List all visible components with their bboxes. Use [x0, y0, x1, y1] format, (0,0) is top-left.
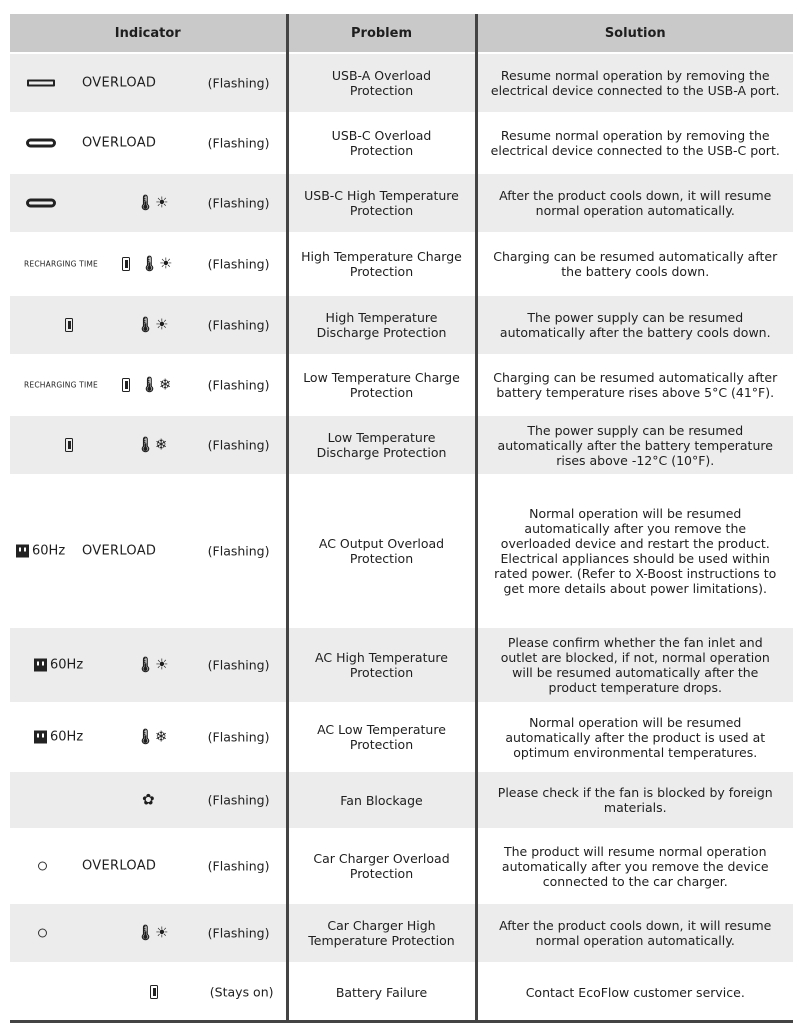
- overload-text: OVERLOAD: [82, 858, 157, 874]
- thermometer-high-temp-icon: 🌡☀: [140, 254, 173, 273]
- table-row: [10, 173, 793, 233]
- battery-icon: [150, 985, 158, 999]
- battery-icon: [65, 318, 73, 332]
- overload-text: OVERLOAD: [82, 75, 157, 91]
- flashing-text: (Flashing): [207, 543, 270, 559]
- table-row: [10, 53, 793, 113]
- flashing-text: (Flashing): [207, 195, 270, 211]
- troubleshooting-table-container: [10, 14, 793, 1023]
- usb-c-port-icon: [26, 199, 56, 208]
- table-row: [10, 295, 793, 355]
- stays-on-text: (Stays on): [209, 984, 274, 1000]
- thermometer-low-temp-icon: 🌡❄: [140, 375, 172, 394]
- ac-outlet-icon: [34, 659, 47, 672]
- solution-cell: The power supply can be resumed automatically after the battery temperature rises above -12°C (10°F).: [476, 415, 793, 475]
- thermometer-high-temp-icon: 🌡☀: [136, 193, 169, 212]
- thermometer-high-temp-icon: 🌡☀: [136, 923, 169, 942]
- indicator-cell: [10, 475, 287, 627]
- problem-cell: Low Temperature Charge Protection: [287, 355, 476, 415]
- problem-cell: Low Temperature Discharge Protection: [287, 415, 476, 475]
- flashing-text: (Flashing): [207, 75, 270, 91]
- troubleshooting-table: [10, 14, 793, 1023]
- flashing-text: (Flashing): [207, 377, 270, 393]
- fan-icon: ✿: [142, 790, 155, 809]
- header-solution: Solution: [476, 14, 793, 53]
- hz-text: 60Hz: [50, 729, 84, 745]
- indicator-cell: [10, 627, 287, 703]
- problem-cell: AC High Temperature Protection: [287, 627, 476, 703]
- thermometer-low-temp-icon: 🌡❄: [136, 435, 168, 454]
- solution-cell: Contact EcoFlow customer service.: [476, 963, 793, 1022]
- table-row: [10, 475, 793, 627]
- table-row: [10, 113, 793, 173]
- hz-text: 60Hz: [50, 657, 84, 673]
- solution-cell: Normal operation will be resumed automatically after the product is used at optimum environmental temperatures.: [476, 703, 793, 771]
- ac-outlet-icon: [16, 545, 29, 558]
- table-row: [10, 627, 793, 703]
- table-row: [10, 829, 793, 903]
- table-header: [10, 14, 793, 53]
- solution-cell: Charging can be resumed automatically after battery temperature rises above 5°C (41°F).: [476, 355, 793, 415]
- solution-cell: The product will resume normal operation automatically after you remove the device connected to the car charger.: [476, 829, 793, 903]
- table-row: [10, 903, 793, 963]
- thermometer-low-temp-icon: 🌡❄: [136, 727, 168, 746]
- usb-c-port-icon: [26, 139, 56, 148]
- indicator-cell: [10, 771, 287, 829]
- flashing-text: (Flashing): [207, 256, 270, 272]
- problem-cell: Battery Failure: [287, 963, 476, 1022]
- indicator-cell: [10, 173, 287, 233]
- problem-cell: Car Charger High Temperature Protection: [287, 903, 476, 963]
- problem-cell: USB-A Overload Protection: [287, 53, 476, 113]
- indicator-cell: [10, 295, 287, 355]
- table-row: [10, 771, 793, 829]
- car-charger-icon: [38, 929, 47, 938]
- problem-cell: AC Output Overload Protection: [287, 475, 476, 627]
- header-problem: Problem: [287, 14, 476, 53]
- flashing-text: (Flashing): [207, 317, 270, 333]
- solution-cell: Please check if the fan is blocked by foreign materials.: [476, 771, 793, 829]
- solution-cell: Normal operation will be resumed automatically after you remove the overloaded device and restart the product. Electrical appliances should be used within rated power. (Refer to X-Boost instructions to get more details about power limitations).: [476, 475, 793, 627]
- flashing-text: (Flashing): [207, 135, 270, 151]
- indicator-cell: [10, 703, 287, 771]
- thermometer-high-temp-icon: 🌡☀: [136, 655, 169, 674]
- flashing-text: (Flashing): [207, 729, 270, 745]
- flashing-text: (Flashing): [207, 858, 270, 874]
- header-indicator: Indicator: [10, 14, 287, 53]
- flashing-text: (Flashing): [207, 657, 270, 673]
- solution-cell: Charging can be resumed automatically after the battery cools down.: [476, 233, 793, 295]
- problem-cell: High Temperature Discharge Protection: [287, 295, 476, 355]
- table-row: [10, 963, 793, 1022]
- solution-cell: After the product cools down, it will resume normal operation automatically.: [476, 903, 793, 963]
- recharging-time-text: RECHARGING TIME: [24, 259, 99, 269]
- hz-text: 60Hz: [32, 543, 66, 559]
- indicator-cell: [10, 53, 287, 113]
- usb-a-port-icon: [27, 80, 55, 87]
- solution-cell: The power supply can be resumed automatically after the battery cools down.: [476, 295, 793, 355]
- table-row: [10, 703, 793, 771]
- solution-cell: Resume normal operation by removing the electrical device connected to the USB-A port.: [476, 53, 793, 113]
- flashing-text: (Flashing): [207, 925, 270, 941]
- thermometer-high-temp-icon: 🌡☀: [136, 315, 169, 334]
- indicator-cell: [10, 355, 287, 415]
- battery-icon: [122, 378, 130, 392]
- problem-cell: Fan Blockage: [287, 771, 476, 829]
- recharging-time-text: RECHARGING TIME: [24, 380, 99, 390]
- solution-cell: Please confirm whether the fan inlet and outlet are blocked, if not, normal operation will be resumed automatically after the product temperature drops.: [476, 627, 793, 703]
- problem-cell: USB-C High Temperature Protection: [287, 173, 476, 233]
- indicator-cell: [10, 233, 287, 295]
- overload-text: OVERLOAD: [82, 543, 157, 559]
- flashing-text: (Flashing): [207, 792, 270, 808]
- table-row: [10, 355, 793, 415]
- battery-icon: [65, 438, 73, 452]
- table-row: [10, 233, 793, 295]
- problem-cell: Car Charger Overload Protection: [287, 829, 476, 903]
- table-row: [10, 415, 793, 475]
- indicator-cell: [10, 113, 287, 173]
- car-charger-icon: [38, 862, 47, 871]
- indicator-cell: [10, 829, 287, 903]
- overload-text: OVERLOAD: [82, 135, 157, 151]
- problem-cell: USB-C Overload Protection: [287, 113, 476, 173]
- problem-cell: AC Low Temperature Protection: [287, 703, 476, 771]
- flashing-text: (Flashing): [207, 437, 270, 453]
- indicator-cell: [10, 963, 287, 1022]
- problem-cell: High Temperature Charge Protection: [287, 233, 476, 295]
- solution-cell: After the product cools down, it will resume normal operation automatically.: [476, 173, 793, 233]
- indicator-cell: [10, 903, 287, 963]
- battery-icon: [122, 257, 130, 271]
- indicator-cell: [10, 415, 287, 475]
- ac-outlet-icon: [34, 731, 47, 744]
- solution-cell: Resume normal operation by removing the electrical device connected to the USB-C port.: [476, 113, 793, 173]
